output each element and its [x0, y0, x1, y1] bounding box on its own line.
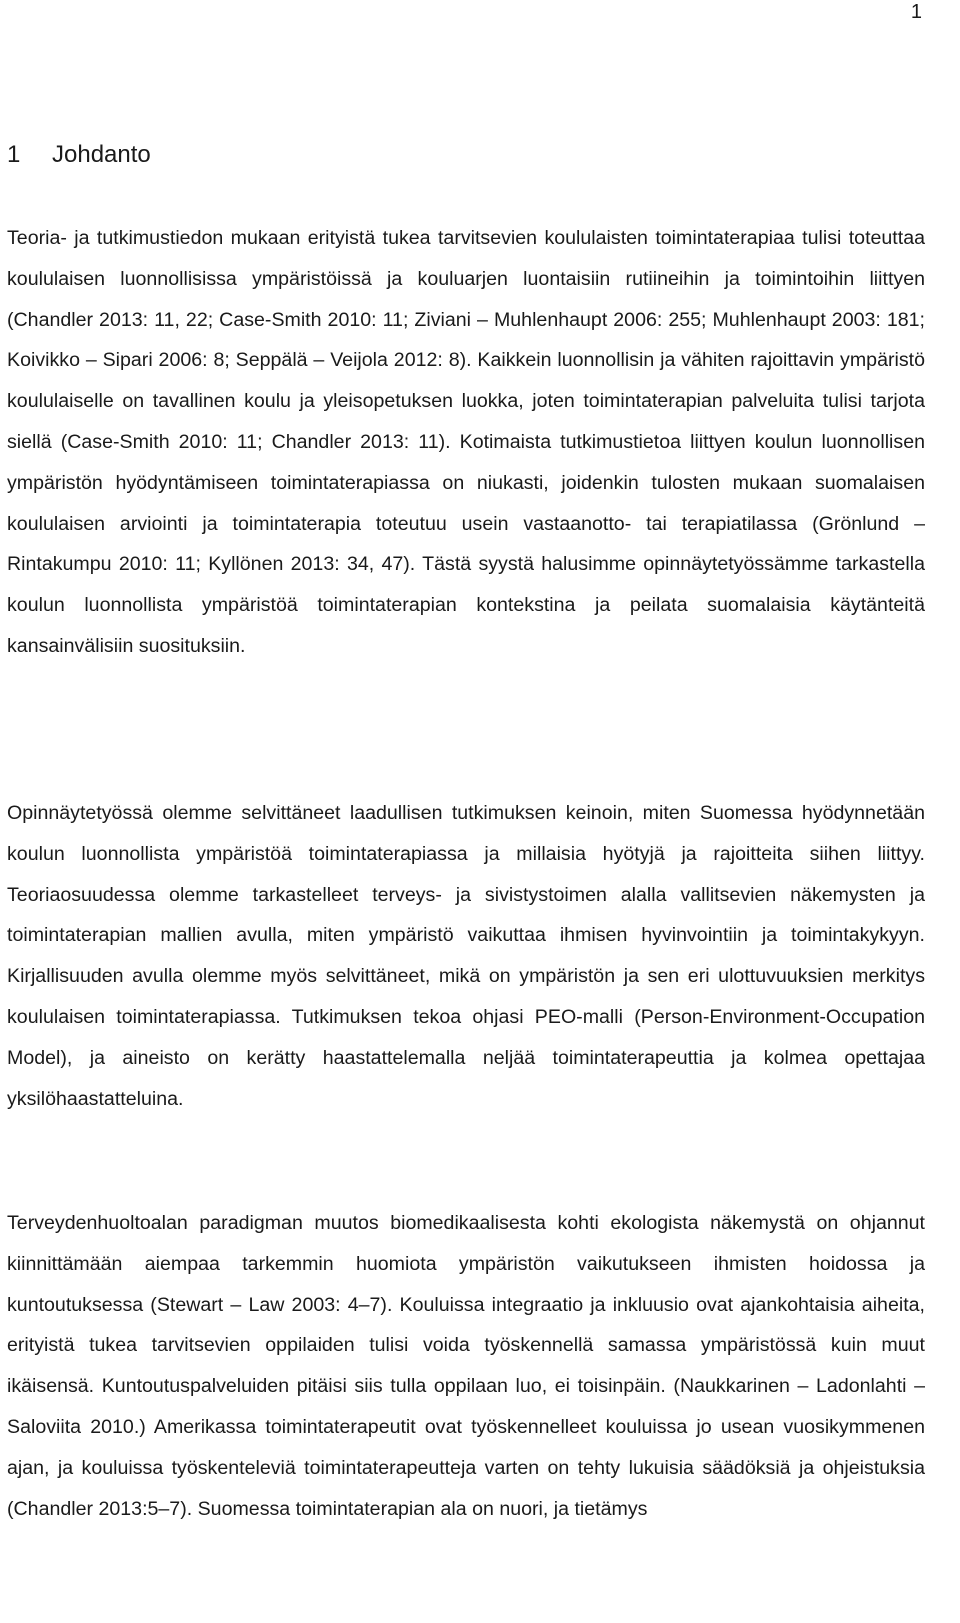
paragraph-paradigm-shift: Terveydenhuoltoalan paradigman muutos biomedikaalisesta kohti ekologista näkemystä on ohjannut kiinnittämään aiempaa tarkemmin huomiota ympäristön vaikutukseen ihmisten hoidossa ja kuntoutuksessa (Stewart – Law 2003: 4–7). Kouluissa integraatio ja inkluusio ovat ajankohtaisia aiheita, erityistä tukea tarvitsevien oppilaiden tulisi voida työskennellä samassa ympäristössä kuin muut ikäisensä. Kuntoutuspalveluiden pitäisi siis tulla oppilaan luo, ei toisinpäin. (Naukkarinen – Ladonlahti – Saloviita 2010.) Amerikassa toimintaterapeutit ovat työskennelleet kouluissa jo usean vuosikymmenen ajan, ja kouluissa työskenteleviä toimintaterapeutteja varten on tehty lukuisia säädöksiä ja ohjeistuksia (Chandler 2013:5–7). Suomessa toimintaterapian ala on nuori, ja tietämys: [7, 1212, 925, 1520]
chapter-title: Johdanto: [52, 141, 151, 168]
chapter-heading: [7, 139, 151, 171]
paragraph-thesis-overview: Opinnäytetyössä olemme selvittäneet laadullisen tutkimuksen keinoin, miten Suomessa hyödynnetään koulun luonnollista ympäristöä toimintaterapiassa ja millaisia hyötyjä ja rajoitteita siihen liittyy. Teoriaosuudessa olemme tarkastelleet terveys- ja sivistystoimen alalla vallitsevien näkemysten ja toimintaterapian mallien avulla, miten ympäristö vaikuttaa ihmisen hyvinvointiin ja toimintakykyyn. Kirjallisuuden avulla olemme myös selvittäneet, mikä on ympäristön ja sen eri ulottuvuuksien merkitys koululaisen toimintaterapiassa. Tutkimuksen tekoa ohjasi PEO-malli (Person-Environment-Occupation Model), ja aineisto on kerätty haastattelemalla neljää toimintaterapeuttia ja kolmea opettajaa yksilöhaastatteluina.: [7, 802, 925, 1110]
page-number: 1: [910, 1, 922, 23]
paragraph-introduction: Teoria- ja tutkimustiedon mukaan erityistä tukea tarvitsevien koululaisten toimintaterapiaa tulisi toteuttaa koululaisen luonnollisissa ympäristöissä ja kouluarjen luontaisiin rutiineihin ja toimintoihin liittyen (Chandler 2013: 11, 22; Case-Smith 2010: 11; Ziviani – Muhlenhaupt 2006: 255; Muhlenhaupt 2003: 181; Koivikko – Sipari 2006: 8; Seppälä – Veijola 2012: 8). Kaikkein luonnollisin ja vähiten rajoittavin ympäristö koululaiselle on tavallinen koulu ja yleisopetuksen luokka, joten toimintaterapian palveluita tulisi tarjota siellä (Case-Smith 2010: 11; Chandler 2013: 11). Kotimaista tutkimustietoa liittyen koulun luonnollisen ympäristön hyödyntämiseen toimintaterapiassa on niukasti, joidenkin tulosten mukaan suomalaisen koululaisen arviointi ja toimintaterapia toteutuu usein vastaanotto- tai terapiatilassa (Grönlund – Rintakumpu 2010: 11; Kyllönen 2013: 34, 47). Tästä syystä halusimme opinnäytetyössämme tarkastella koulun luonnollista ympäristöä toimintaterapian kontekstina ja peilata suomalaisia käytänteitä kansainvälisiin suosituksiin.: [7, 227, 925, 657]
chapter-number: 1: [7, 141, 21, 168]
